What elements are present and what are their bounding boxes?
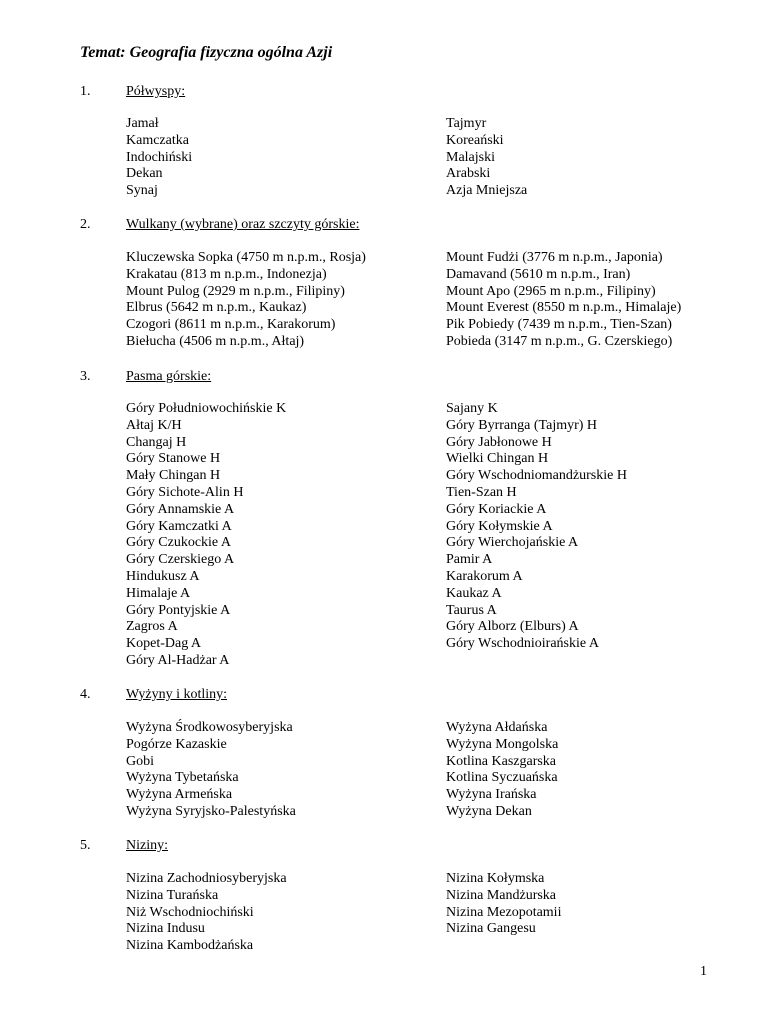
list-item: Azja Mniejsza: [446, 183, 528, 199]
list-item: Góry Jabłonowe H: [446, 434, 552, 450]
section-1-number: 1.: [80, 84, 91, 99]
list-item: Góry Sichote-Alin H: [126, 484, 244, 500]
list-item: Kluczewska Sopka (4750 m n.p.m., Rosja): [126, 250, 366, 265]
section-3-right-list: [446, 401, 627, 653]
list-item: Góry Wierchojańskie A: [446, 535, 579, 551]
list-item: Mount Apo (2965 m n.p.m., Filipiny): [446, 283, 656, 299]
list-item: Niż Wschodniochiński: [126, 904, 254, 920]
list-item: Koreański: [446, 132, 504, 148]
list-item: Góry Byrranga (Tajmyr) H: [446, 417, 598, 433]
list-item: Góry Wschodniomandżurskie H: [446, 468, 627, 484]
list-item: Mount Everest (8550 m n.p.m., Himalaje): [446, 300, 682, 316]
list-item: Góry Kołymskie A: [446, 518, 553, 534]
list-item: Zagros A: [126, 619, 178, 635]
list-item: Góry Al-Hadżar A: [126, 652, 230, 668]
list-item: Wyżyna Syryjsko-Palestyńska: [126, 803, 296, 819]
list-item: Góry Alborz (Elburs) A: [446, 619, 579, 635]
list-item: Góry Pontyjskie A: [126, 602, 231, 618]
list-item: Góry Czukockie A: [126, 535, 231, 551]
list-item: Tien-Szan H: [446, 484, 517, 500]
section-5-right-list: [446, 871, 561, 938]
list-item: Wyżyna Środkowosyberyjska: [126, 720, 293, 735]
section-5-left-list: [126, 871, 287, 955]
section-5-heading: Niziny:: [126, 838, 168, 853]
list-item: Taurus A: [446, 602, 497, 618]
list-item: Indochiński: [126, 149, 193, 165]
list-item: Tajmyr: [446, 116, 487, 131]
section-2-right-list: [446, 250, 681, 351]
list-item: Mały Chingan H: [126, 468, 221, 484]
list-item: Kaukaz A: [446, 585, 502, 601]
list-item: Góry Koriackie A: [446, 501, 547, 517]
section-5-number: 5.: [80, 838, 91, 853]
list-item: Karakorum A: [446, 568, 523, 584]
list-item: Nizina Kambodżańska: [126, 938, 254, 954]
list-item: Nizina Gangesu: [446, 921, 536, 937]
list-item: Kopet-Dag A: [126, 636, 202, 652]
list-item: Pogórze Kazaskie: [126, 736, 227, 752]
list-item: Mount Pulog (2929 m n.p.m., Filipiny): [126, 283, 345, 299]
list-item: Dekan: [126, 166, 163, 182]
section-1-right-list: [446, 116, 527, 200]
section-4-right-list: [446, 720, 558, 821]
list-item: Hindukusz A: [126, 568, 200, 584]
list-item: Wyżyna Irańska: [446, 787, 537, 803]
list-item: Wyżyna Armeńska: [126, 787, 233, 803]
list-item: Pik Pobiedy (7439 m n.p.m., Tien-Szan): [446, 317, 672, 333]
list-item: Góry Kamczatki A: [126, 518, 232, 534]
list-item: Wielki Chingan H: [446, 451, 549, 467]
section-4-number: 4.: [80, 687, 91, 702]
list-item: Czogori (8611 m n.p.m., Karakorum): [126, 317, 336, 333]
list-item: Sajany K: [446, 401, 498, 416]
list-item: Kotlina Syczuańska: [446, 770, 558, 786]
list-item: Góry Czerskiego A: [126, 552, 235, 568]
list-item: Nizina Kołymska: [446, 871, 545, 886]
list-item: Wyżyna Dekan: [446, 803, 532, 819]
page-title: Temat: Geografia fizyczna ogólna Azji: [80, 44, 333, 61]
list-item: Biełucha (4506 m n.p.m., Ałtaj): [126, 333, 305, 349]
list-item: Synaj: [126, 183, 158, 199]
list-item: Wyżyna Ałdańska: [446, 720, 548, 735]
list-item: Kamczatka: [126, 132, 189, 148]
list-item: Changaj H: [126, 434, 187, 450]
list-item: Góry Południowochińskie K: [126, 401, 287, 416]
list-item: Pamir A: [446, 552, 493, 568]
list-item: Nizina Zachodniosyberyjska: [126, 871, 287, 886]
list-item: Wyżyna Tybetańska: [126, 770, 239, 786]
list-item: Góry Stanowe H: [126, 451, 221, 467]
list-item: Nizina Mezopotamii: [446, 904, 562, 920]
section-2-number: 2.: [80, 217, 91, 232]
section-1-heading: Półwyspy:: [126, 84, 186, 99]
section-2-heading: Wulkany (wybrane) oraz szczyty górskie:: [126, 217, 360, 232]
list-item: Mount Fudżi (3776 m n.p.m., Japonia): [446, 250, 663, 265]
list-item: Gobi: [126, 753, 154, 769]
section-3-number: 3.: [80, 369, 91, 384]
section-1-left-list: [126, 116, 192, 200]
list-item: Góry Wschodnioirańskie A: [446, 636, 599, 652]
list-item: Nizina Turańska: [126, 887, 219, 903]
list-item: Pobieda (3147 m n.p.m., G. Czerskiego): [446, 333, 673, 349]
list-item: Nizina Indusu: [126, 921, 205, 937]
section-3-heading: Pasma górskie:: [126, 369, 212, 384]
list-item: Damavand (5610 m n.p.m., Iran): [446, 266, 631, 282]
section-3-left-list: [126, 401, 286, 670]
list-item: Malajski: [446, 149, 495, 165]
list-item: Ałtaj K/H: [126, 417, 182, 433]
list-item: Himalaje A: [126, 585, 191, 601]
section-4-heading: Wyżyny i kotliny:: [126, 687, 228, 702]
list-item: Jamał: [126, 116, 159, 131]
list-item: Krakatau (813 m n.p.m., Indonezja): [126, 266, 327, 282]
list-item: Wyżyna Mongolska: [446, 736, 559, 752]
list-item: Góry Annamskie A: [126, 501, 235, 517]
list-item: Arabski: [446, 166, 491, 182]
list-item: Nizina Mandżurska: [446, 887, 557, 903]
section-4-left-list: [126, 720, 296, 821]
section-2-left-list: [126, 250, 366, 351]
list-item: Elbrus (5642 m n.p.m., Kaukaz): [126, 300, 307, 316]
page-number: 1: [700, 964, 707, 979]
list-item: Kotlina Kaszgarska: [446, 753, 557, 769]
